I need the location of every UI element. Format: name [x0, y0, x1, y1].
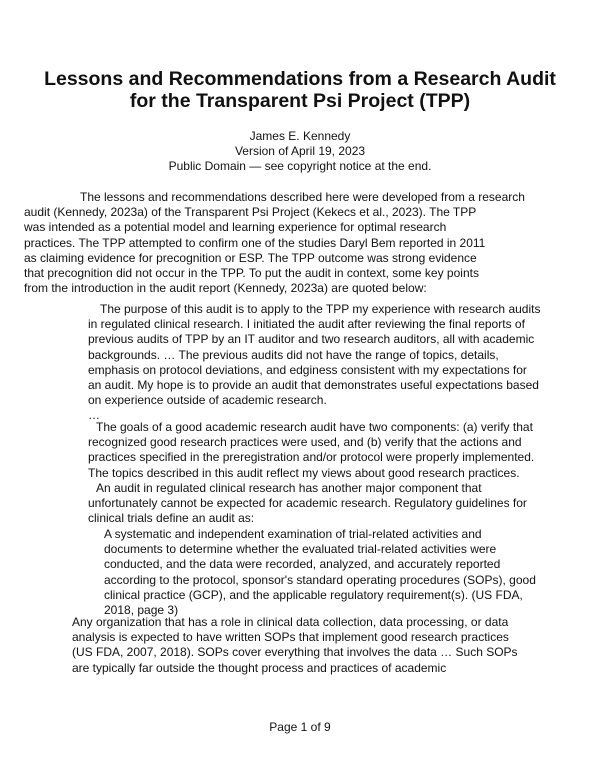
regulated-audit-paragraph: [88, 481, 527, 527]
text-line: an audit. My hope is to provide an audit that demonstrates useful expectations based: [88, 377, 539, 392]
author-name: James E. Kennedy: [249, 129, 351, 143]
goals-paragraph: [88, 420, 534, 481]
text-line: The topics described in this audit reflect my views about good research practices.: [88, 465, 520, 480]
text-line: practices. The TPP attempted to confirm one of the studies Daryl Bem reported in 2011: [24, 235, 486, 250]
text-line: Any organization that has a role in clinical data collection, data processing, or data: [72, 615, 509, 629]
sop-paragraph: [72, 615, 518, 676]
text-line: audit (Kennedy, 2023a) of the Transparent Psi Project (Kekecs et al., 2023). The TPP: [24, 205, 477, 220]
text-line: clinical trials define an audit as:: [88, 511, 255, 526]
text-line: on experience outside of academic research.: [88, 393, 327, 408]
text-line: recognized good research practices were used, and (b) verify that the actions and: [88, 435, 522, 450]
text-line: according to the protocol, sponsor's standard operating procedures (SOPs), good: [104, 572, 536, 587]
text-line: An audit in regulated clinical research has another major component that: [96, 481, 482, 495]
fda-definition-quote: [104, 527, 536, 618]
text-line: conducted, and the data were recorded, analyzed, and accurately reported: [104, 557, 501, 572]
page-number: Page 1 of 9: [269, 720, 331, 734]
text-line: was intended as a potential model and learning experience for optimal research: [24, 220, 447, 235]
text-line: that precognition did not occur in the TPP. To put the audit in context, some key points: [24, 265, 479, 280]
text-line: unfortunately cannot be expected for academic research. Regulatory guidelines for: [88, 496, 527, 511]
title-line-1: Lessons and Recommendations from a Research Audit: [44, 68, 556, 90]
text-line: clinical practice (GCP), and the applicable regulatory requirement(s). (US FDA,: [104, 587, 523, 602]
ellipsis-line: …: [88, 408, 100, 423]
text-line: A systematic and independent examination of trial-related activities and: [104, 527, 482, 541]
text-line: in regulated clinical research. I initiated the audit after reviewing the final reports of: [88, 317, 525, 332]
version-date: Version of April 19, 2023: [234, 144, 366, 158]
intro-paragraph: [24, 190, 525, 296]
text-line: documents to determine whether the evaluated trial-related activities were: [104, 542, 497, 557]
text-line: The goals of a good academic research audit have two components: (a) verify that: [96, 420, 533, 434]
text-line: 2018, page 3): [104, 602, 179, 617]
text-line: practices specified in the preregistration and/or protocol were properly implemented.: [88, 450, 535, 465]
text-line: previous audits of TPP by an IT auditor and two research auditors, all with academic: [88, 332, 535, 347]
text-line: emphasis on protocol deviations, and edginess consistent with my expectations for: [88, 362, 527, 377]
text-line: backgrounds. … The previous audits did not have the range of topics, details,: [88, 347, 499, 362]
block-quote: [88, 302, 540, 424]
text-line: as claiming evidence for precognition or ESP. The TPP outcome was strong evidence: [24, 250, 477, 265]
text-line: from the introduction in the audit report (Kennedy, 2023a) are quoted below:: [24, 281, 427, 296]
text-line: The lessons and recommendations described here were developed from a research: [80, 190, 525, 204]
text-line: The purpose of this audit is to apply to the TPP my experience with research audits: [100, 302, 541, 316]
text-line: analysis is expected to have written SOPs that implement good research practices: [72, 630, 509, 645]
title-line-2: for the Transparent Psi Project (TPP): [129, 90, 471, 112]
text-line: (US FDA, 2007, 2018). SOPs cover everything that involves the data … Such SOPs: [72, 645, 518, 660]
license-notice: Public Domain — see copyright notice at the end.: [168, 159, 432, 173]
text-line: are typically far outside the thought process and practices of academic: [72, 660, 447, 675]
